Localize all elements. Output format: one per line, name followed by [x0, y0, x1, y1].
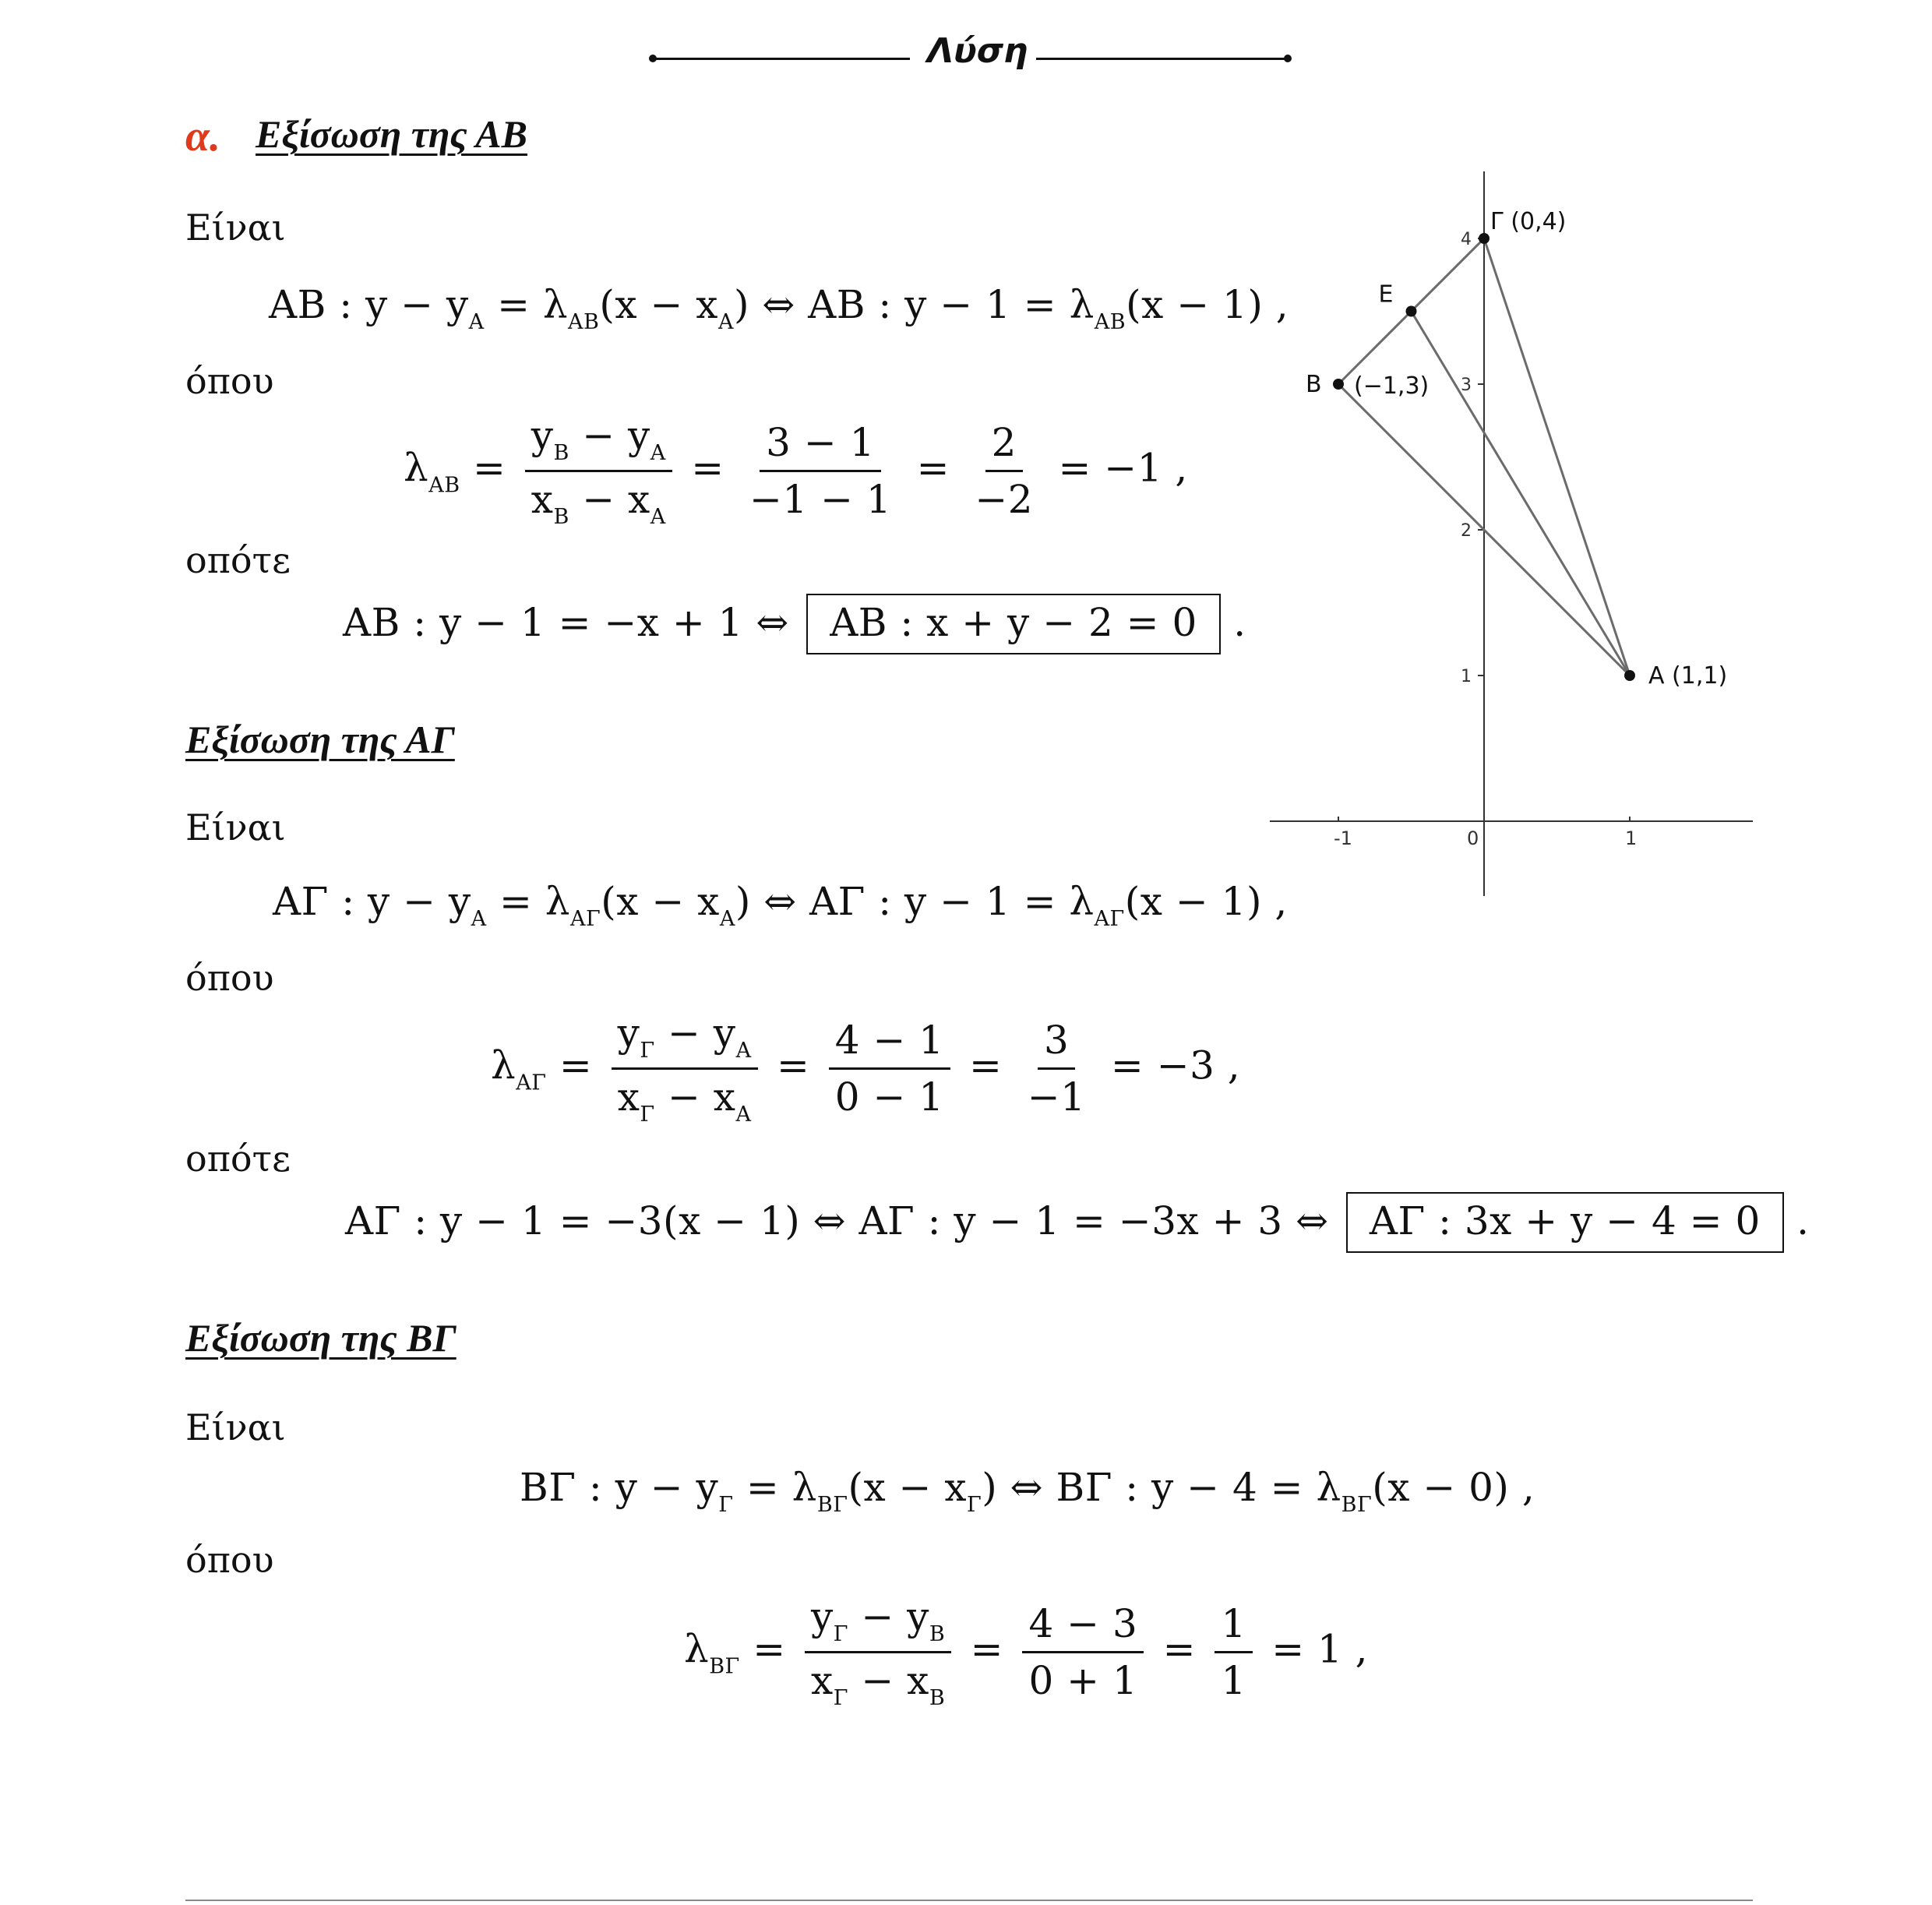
- fraction: $\frac{y_\Gamma - y_B}{x_\Gamma - x_B}$: [805, 1594, 951, 1710]
- equals-sign: =: [1162, 1626, 1209, 1672]
- fraction-numerator: $y_B - y_A$: [525, 413, 672, 472]
- fraction-numerator: 2: [985, 420, 1023, 472]
- eq-subscript: AB: [568, 310, 600, 334]
- segment-EA: [1412, 312, 1631, 676]
- eq-text: (x − 1) ,: [1126, 282, 1289, 327]
- eq-text: .: [1796, 1198, 1810, 1244]
- line-equation-ab: [269, 282, 1289, 334]
- eq-subscript: AB: [428, 473, 460, 498]
- final-equation-ab: [343, 594, 1246, 654]
- y-tick-label: 4: [1461, 230, 1472, 249]
- eq-subscript: AB: [1094, 310, 1126, 334]
- point-label-Γ: Γ (0,4): [1490, 208, 1567, 235]
- point-Γ: [1479, 233, 1490, 244]
- fraction: [525, 413, 672, 529]
- fraction-numerator: 3 − 1: [760, 420, 881, 472]
- line-equation-bg: ΒΓ : $y - y_\Gamma = \lambda_{B\Gamma}(x - x_\Gamma)$ ⇔ ΒΓ : $y - 4 = \lambda_{B\Gamma}(x - 0)$ ,: [520, 1465, 1535, 1517]
- header-rule-right-dot: [1284, 55, 1292, 62]
- equals-sign: =: [472, 445, 519, 491]
- boxed-result: ΑΓ : 3x + y − 4 = 0: [1346, 1192, 1784, 1253]
- equals-sign: =: [559, 1042, 605, 1088]
- part-marker: α.: [185, 112, 220, 161]
- segment-ΓA: [1484, 238, 1630, 676]
- footer-rule: [185, 1900, 1753, 1901]
- slope-result: = −3 ,: [1110, 1042, 1241, 1088]
- eq-text: ) ⇔ ΑΒ : y − 1 = λ: [733, 282, 1095, 327]
- eq-text: ΑΒ : y − 1 = −x + 1 ⇔: [343, 600, 789, 645]
- fraction: [743, 420, 897, 522]
- point-A: [1624, 670, 1635, 681]
- slope-equation-bg: $\lambda_{B\Gamma}$ = $\frac{y_\Gamma - y_B}{x_\Gamma - x_B}$ = $\frac{4 - 3}{0 + 1}$ = $\frac{1}{1}$ = 1 ,: [684, 1594, 1369, 1710]
- eq-text: ΑΒ : y − y: [269, 282, 469, 327]
- x-tick-label: -1: [1334, 827, 1352, 849]
- slope-equation-ag: $\lambda_{A\Gamma}$ = $\frac{y_\Gamma - y_A}{x_\Gamma - x_A}$ = $\frac{4 - 1}{0 - 1}$ = $\frac{3}{-1}$ = −3 ,: [491, 1011, 1241, 1127]
- intro-text: Είναι: [185, 206, 286, 249]
- point-coord-label-B: (−1,3): [1354, 372, 1430, 400]
- header-rule-left: [653, 58, 910, 60]
- slope-result: = 1 ,: [1271, 1626, 1369, 1672]
- equals-sign: =: [916, 445, 963, 491]
- lambda-symbol: λ: [404, 445, 429, 491]
- section-heading-bg: Εξίσωση της ΒΓ: [185, 1316, 457, 1360]
- boxed-result: ΑΒ : x + y − 2 = 0: [806, 594, 1221, 654]
- intro-text: Είναι: [185, 1406, 286, 1448]
- point-E: [1406, 306, 1417, 317]
- final-equation-ag: [345, 1192, 1810, 1253]
- eq-text: ΑΓ : y − 1 = −3(x − 1) ⇔ ΑΓ : y − 1 = −3x + 3 ⇔: [345, 1198, 1329, 1244]
- opote-text: οπότε: [185, 539, 291, 581]
- fraction-denominator: $x_B - x_A$: [531, 477, 666, 529]
- eq-text: (x − x: [599, 282, 718, 327]
- eq-text: = λ: [484, 282, 569, 327]
- equals-sign: =: [753, 1626, 799, 1672]
- y-tick-label: 3: [1461, 376, 1472, 395]
- fraction: [968, 420, 1039, 522]
- eq-subscript: A: [717, 310, 734, 334]
- equals-sign: =: [968, 1042, 1015, 1088]
- section-heading-ab: Εξίσωση της ΑΒ: [256, 112, 527, 156]
- intro-text: Είναι: [185, 806, 286, 848]
- fraction: $\frac{y_\Gamma - y_A}{x_\Gamma - x_A}$: [612, 1011, 758, 1127]
- slope-equation-ab: [404, 413, 1188, 529]
- fraction: $\frac{4 - 1}{0 - 1}$: [829, 1018, 950, 1120]
- opou-text: όπου: [185, 1539, 274, 1581]
- slope-result: = −1 ,: [1058, 445, 1188, 491]
- fraction: $\frac{1}{1}$: [1215, 1601, 1252, 1703]
- x-tick-label: 1: [1625, 827, 1638, 849]
- header-rule-right: [1036, 58, 1285, 60]
- section-heading-ag: Εξίσωση της ΑΓ: [185, 718, 455, 761]
- equals-sign: =: [970, 1626, 1017, 1672]
- fraction: $\frac{3}{-1}$: [1027, 1018, 1086, 1120]
- triangle-figure: [1262, 164, 1761, 896]
- eq-subscript: A: [468, 310, 485, 334]
- line-equation-ag: ΑΓ : $y - y_A = \lambda_{A\Gamma}(x - x_A)$ ⇔ ΑΓ : $y - 1 = \lambda_{A\Gamma}(x - 1)$ ,: [273, 879, 1288, 931]
- opou-text: όπου: [185, 360, 274, 402]
- equals-sign: =: [776, 1042, 823, 1088]
- eq-text: .: [1233, 600, 1246, 645]
- point-label-E: E: [1378, 280, 1394, 309]
- point-B: [1333, 379, 1344, 390]
- opou-text: όπου: [185, 957, 274, 999]
- point-label-A: A (1,1): [1648, 662, 1728, 690]
- fraction-denominator: −2: [975, 477, 1034, 522]
- equals-sign: =: [691, 445, 737, 491]
- point-label-B: B: [1306, 371, 1322, 398]
- fraction-denominator: −1 − 1: [749, 477, 892, 522]
- header-title: Λύση: [927, 31, 1028, 71]
- y-tick-label: 1: [1461, 667, 1472, 686]
- fraction: $\frac{4 - 3}{0 + 1}$: [1022, 1601, 1144, 1703]
- x-tick-label: 0: [1467, 827, 1479, 849]
- y-tick-label: 2: [1461, 521, 1472, 541]
- opote-text: οπότε: [185, 1138, 291, 1180]
